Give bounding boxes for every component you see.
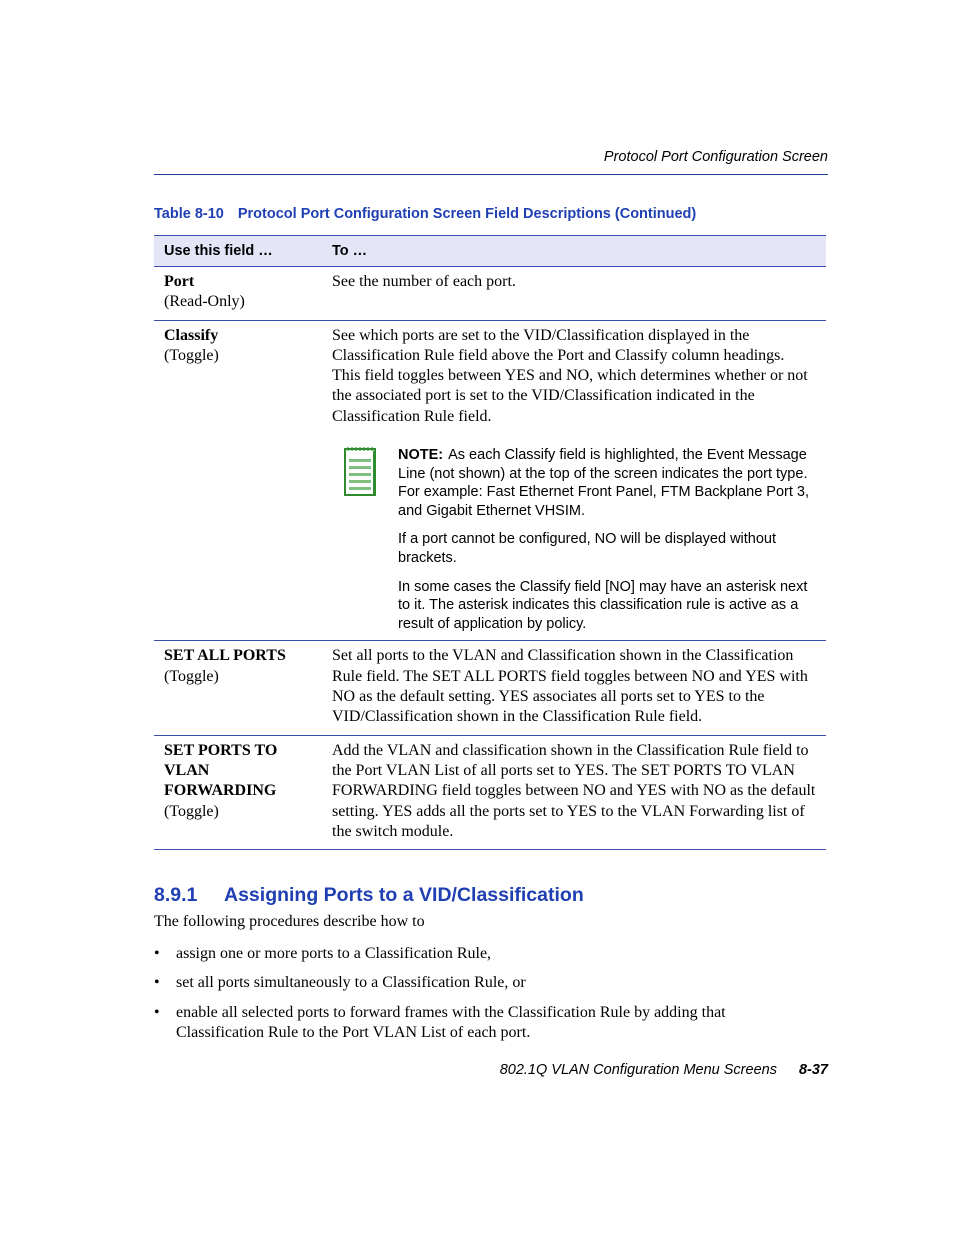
- table-row: [154, 320, 826, 641]
- description-cell: [322, 320, 826, 641]
- note-block: [332, 446, 816, 633]
- section-intro: The following procedures describe how to: [154, 913, 425, 930]
- page-footer: [500, 1062, 828, 1078]
- running-head: Protocol Port Configuration Screen: [603, 149, 828, 165]
- field-cell: [154, 641, 322, 735]
- description-cell: See the number of each port.: [332, 273, 516, 290]
- note-body: [398, 446, 816, 633]
- procedure-list: [154, 944, 794, 1052]
- field-qualifier: (Toggle): [164, 667, 219, 685]
- description-text: See which ports are set to the VID/Classification displayed in the Classification Rule field above the Port and Classify column headings. This field toggles between YES and NO, which determines whether or not the associated port is set to the VID/Classification indicated in the Classification Rule field.: [332, 326, 808, 425]
- table-caption-number: Table 8-10: [154, 206, 224, 222]
- field-name: SET PORTS TO VLAN FORWARDING: [164, 741, 278, 800]
- note-label: NOTE:: [398, 447, 444, 464]
- field-qualifier: (Read-Only): [164, 293, 245, 311]
- field-descriptions-table: [154, 235, 826, 850]
- section-title: Assigning Ports to a VID/Classification: [224, 884, 584, 906]
- table-row: [154, 641, 826, 735]
- table-header-row: [154, 236, 826, 267]
- list-item: • enable all selected ports to forward frames with the Classification Rule by adding that Classification Rule to the Port VLAN List of each port.: [154, 1003, 794, 1044]
- field-cell: [154, 267, 322, 321]
- note-paragraph: In some cases the Classify field [NO] may have an asterisk next to it. The asterisk indicates this classification rule is active as a result of application by policy.: [398, 578, 808, 632]
- list-item: • set all ports simultaneously to a Classification Rule, or: [154, 973, 794, 993]
- field-name: Port: [164, 273, 195, 290]
- page-number: 8-37: [798, 1062, 828, 1078]
- table-caption-title: Protocol Port Configuration Screen Field Descriptions (Continued): [237, 206, 697, 222]
- field-qualifier: (Toggle): [164, 346, 219, 364]
- field-cell: [154, 735, 322, 849]
- header-rule: [154, 174, 828, 175]
- notepad-icon: [342, 445, 378, 497]
- footer-title: 802.1Q VLAN Configuration Menu Screens: [499, 1062, 777, 1078]
- description-cell: Add the VLAN and classification shown in the Classification Rule field to the Port VLAN List of all ports set to YES. The SET PORTS TO VLAN FORWARDING field toggles between NO and YES with NO as the default setting. YES adds all the ports set to YES to the VLAN Forwarding list of the switch module.: [332, 741, 816, 840]
- column-header-description: To …: [322, 236, 826, 267]
- section-heading: [154, 884, 584, 907]
- field-name: Classify: [164, 326, 219, 344]
- description-cell: Set all ports to the VLAN and Classification shown in the Classification Rule field. The SET ALL PORTS field toggles between NO and YES with NO as the default setting. YES associates all ports set to YES to the VID/Classification shown in the Classification Rule field.: [332, 647, 808, 726]
- field-name: SET ALL PORTS: [164, 647, 286, 665]
- column-header-field: Use this field …: [154, 236, 322, 267]
- note-paragraph: If a port cannot be configured, NO will be displayed without brackets.: [398, 531, 777, 567]
- note-paragraph: [398, 446, 816, 520]
- table-row: [154, 735, 826, 849]
- table-caption: [154, 206, 696, 222]
- note-text: As each Classify field is highlighted, the Event Message Line (not shown) at the top of the screen indicates the port type. For example: Fast Ethernet Front Panel, FTM Backplane Port 3, and Gigabit Ethernet VHSIM.: [398, 447, 810, 519]
- table-row: [154, 267, 826, 321]
- field-cell: [154, 320, 322, 641]
- section-number: 8.9.1: [154, 884, 198, 906]
- list-item: • assign one or more ports to a Classification Rule,: [154, 944, 794, 964]
- field-qualifier: (Toggle): [164, 802, 219, 820]
